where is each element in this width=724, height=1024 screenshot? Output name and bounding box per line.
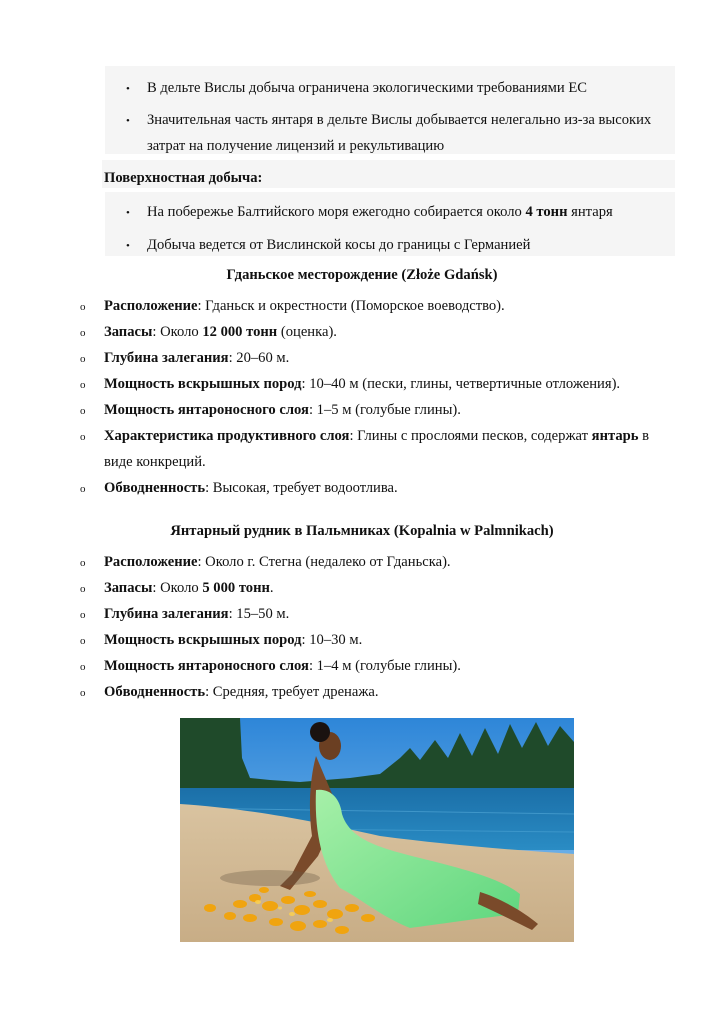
beach-amber-photo [180,718,574,942]
gdansk-reserves: Запасы: Около 12 000 тонн (оценка). [104,324,337,340]
delta-bullet-2: Значительная часть янтаря в дельте Вислы добывается нелегально из-за высоких [147,112,652,128]
bullet: o [80,405,86,417]
bullet: o [80,431,86,443]
gdansk-overburden: Мощность вскрышных пород: 10–40 м (пески, глины, четвертичные отложения). [104,376,621,392]
palmniki-overburden: Мощность вскрышных пород: 10–30 м. [104,632,363,648]
bullet: o [80,583,86,595]
bullet: o [80,557,86,569]
gdansk-productive-layer-cont: виде конкреций. [104,454,206,470]
bullet: • [126,83,130,95]
bullet: o [80,301,86,313]
palmniki-reserves: Запасы: Около 5 000 тонн. [104,580,274,596]
bullet: o [80,687,86,699]
bullet: o [80,483,86,495]
bullet: o [80,327,86,339]
bullet: o [80,661,86,673]
surface-bullet-1: На побережье Балтийского моря ежегодно собирается около 4 тонн янтаря [147,204,613,220]
gdansk-location: Расположение: Гданьск и окрестности (Поморское воеводство). [104,298,505,314]
gdansk-productive-layer: Характеристика продуктивного слоя: Глины с прослоями песков, содержат янтарь в [104,428,650,444]
bullet: o [80,635,86,647]
palmniki-location: Расположение: Около г. Стегна (недалеко от Гданьска). [104,554,451,570]
gdansk-depth: Глубина залегания: 20–60 м. [104,350,290,366]
bullet: o [80,379,86,391]
surface-bullet-2: Добыча ведется от Вислинской косы до границы с Германией [147,237,531,253]
bullet: o [80,609,86,621]
gdansk-water: Обводненность: Высокая, требует водоотлива. [104,480,398,496]
palmniki-amber-layer: Мощность янтароносного слоя: 1–4 м (голубые глины). [104,658,461,674]
gdansk-title: Гданьское месторождение (Złoże Gdańsk) [226,267,498,283]
bullet: o [80,353,86,365]
bullet: • [126,240,130,252]
delta-bullet-1: В дельте Вислы добыча ограничена экологическими требованиями ЕС [147,80,588,96]
gdansk-amber-layer: Мощность янтароносного слоя: 1–5 м (голубые глины). [104,402,461,418]
surface-heading: Поверхностная добыча: [104,170,263,186]
palmniki-water: Обводненность: Средняя, требует дренажа. [104,684,379,700]
delta-bullet-2-cont: затрат на получение лицензий и рекультивацию [147,138,445,154]
bullet: • [126,115,130,127]
bullet: • [126,207,130,219]
palmniki-title: Янтарный рудник в Пальмниках (Kopalnia w Palmnikach) [170,523,554,539]
palmniki-depth: Глубина залегания: 15–50 м. [104,606,290,622]
